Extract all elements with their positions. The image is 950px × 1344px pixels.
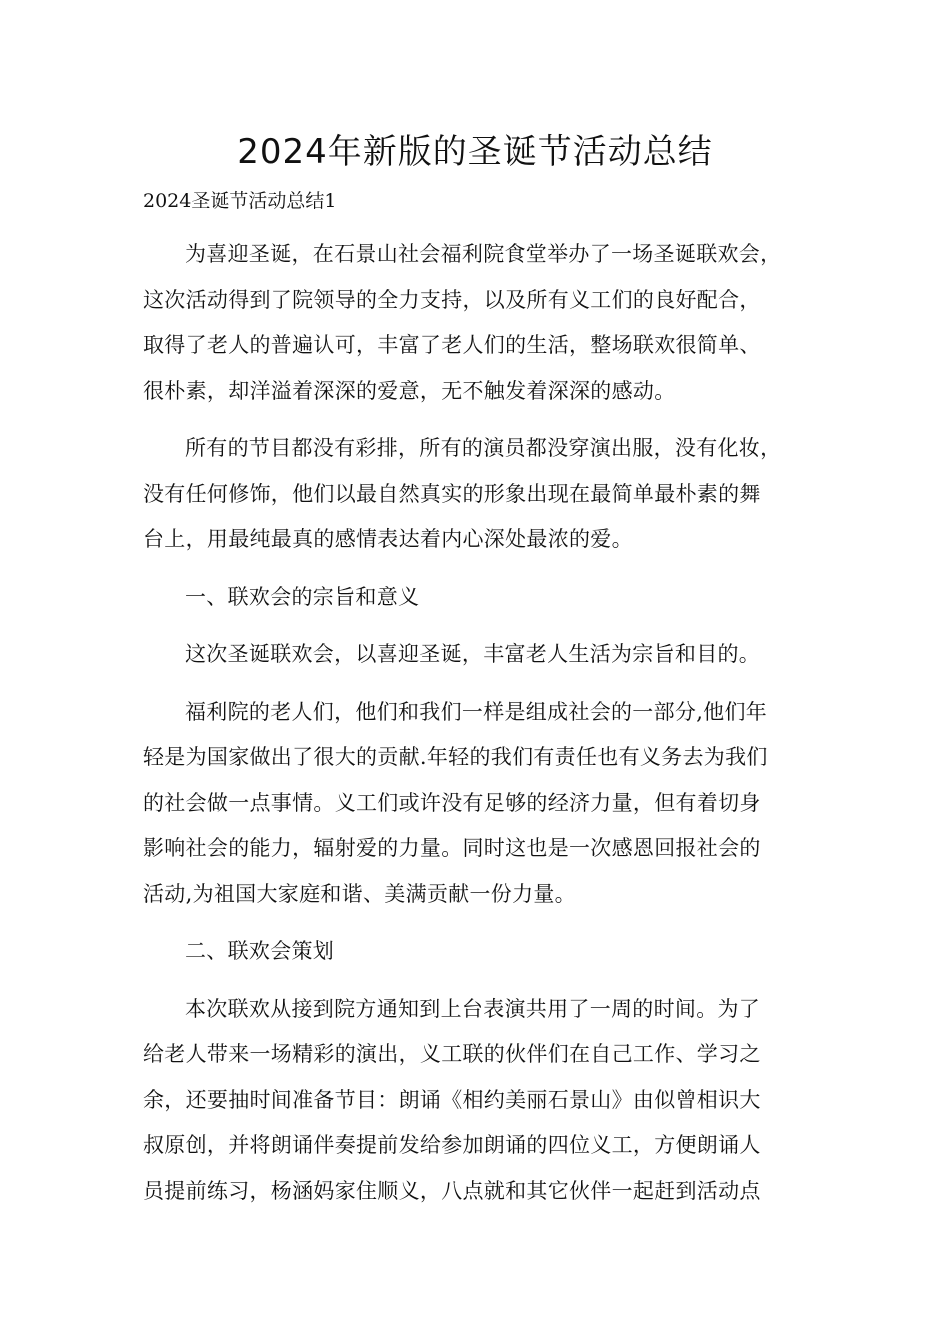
document-body bbox=[143, 232, 823, 1214]
text-line: 轻是为国家做出了很大的贡献.年轻的我们有责任也有义务去为我们 bbox=[143, 745, 768, 769]
text-line: 很朴素，却洋溢着深深的爱意，无不触发着深深的感动。 bbox=[143, 378, 676, 403]
text-line: 这次活动得到了院领导的全力支持，以及所有义工们的良好配合， bbox=[143, 287, 761, 312]
section-heading bbox=[143, 575, 823, 621]
text-line: 取得了老人的普遍认可，丰富了老人们的生活，整场联欢很简单、 bbox=[143, 333, 761, 357]
paragraph bbox=[143, 632, 823, 678]
paragraph bbox=[143, 987, 823, 1215]
text-line: 叔原创，并将朗诵伴奏提前发给参加朗诵的四位义工，方便朗诵人 bbox=[143, 1133, 761, 1157]
text-line: 给老人带来一场精彩的演出，义工联的伙伴们在自己工作、学习之 bbox=[143, 1042, 761, 1066]
text-line: 台上，用最纯最真的感情表达着内心深处最浓的爱。 bbox=[143, 527, 633, 551]
text-line: 这次圣诞联欢会，以喜迎圣诞，丰富老人生活为宗旨和目的。 bbox=[185, 642, 761, 666]
section-heading bbox=[143, 929, 823, 975]
document-subtitle: 2024圣诞节活动总结1 bbox=[143, 190, 337, 212]
paragraph bbox=[143, 426, 823, 563]
text-line: 所有的节目都没有彩排，所有的演员都没穿演出服，没有化妆， bbox=[185, 436, 782, 460]
text-line: 福利院的老人们，他们和我们一样是组成社会的一部分,他们年 bbox=[185, 699, 768, 724]
paragraph bbox=[143, 232, 823, 414]
paragraph bbox=[143, 690, 823, 918]
document-title: 2024年新版的圣诞节活动总结 bbox=[237, 132, 713, 172]
text-line: 的社会做一点事情。义工们或许没有足够的经济力量，但有着切身 bbox=[143, 790, 761, 815]
text-line: 为喜迎圣诞，在石景山社会福利院食堂举办了一场圣诞联欢会， bbox=[185, 242, 782, 266]
text-line: 二、联欢会策划 bbox=[185, 939, 335, 963]
text-line: 没有任何修饰，他们以最自然真实的形象出现在最简单最朴素的舞 bbox=[143, 481, 761, 506]
text-line: 余，还要抽时间准备节目：朗诵《相约美丽石景山》由似曾相识大 bbox=[143, 1087, 761, 1112]
text-line: 影响社会的能力，辐射爱的力量。同时这也是一次感恩回报社会的 bbox=[143, 836, 761, 860]
text-line: 员提前练习，杨涵妈家住顺义，八点就和其它伙伴一起赶到活动点 bbox=[143, 1178, 761, 1203]
text-line: 活动,为祖国大家庭和谐、美满贡献一份力量。 bbox=[143, 881, 576, 906]
text-line: 一、联欢会的宗旨和意义 bbox=[185, 584, 420, 609]
text-line: 本次联欢从接到院方通知到上台表演共用了一周的时间。为了 bbox=[185, 996, 761, 1021]
